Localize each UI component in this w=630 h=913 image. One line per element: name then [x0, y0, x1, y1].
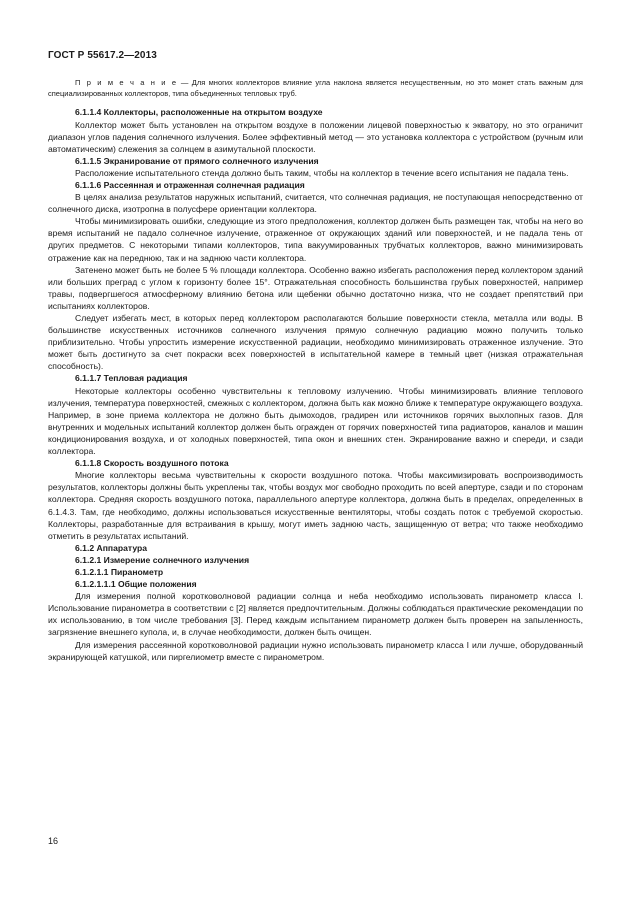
note-paragraph: [48, 77, 583, 99]
page-content: [48, 77, 583, 663]
section-heading-6-1-2-1-1-1: 6.1.2.1.1.1 Общие положения: [75, 579, 197, 590]
page-number: 16: [48, 836, 59, 846]
paragraph: Для измерения полной коротковолновой радиации солнца и неба необходимо использовать пиранометр класса I. Использование пиранометра в соответствии с [2] является предпочтительным. Должны соблюдаться практические рекомендации по их использованию, в том числе требования [3]. Перед каждым испытанием пиранометр должен быть проверен на запыленность, загрязнение внешнего купола, и, в случае необходимости, должен быть очищен.: [48, 591, 583, 638]
paragraph: Коллектор может быть установлен на открытом воздухе в положении лицевой поверхностью к экватору, но это ограничит диапазон углов падения солнечного излучения. Более эффективный метод — это установка коллектора с устройством (ручным или автоматическим) слежения за солнцем в азимутальной плоскости.: [48, 119, 583, 154]
section-heading-6-1-1-4: 6.1.1.4 Коллекторы, расположенные на открытом воздухе: [75, 107, 323, 118]
paragraph: Некоторые коллекторы особенно чувствительны к тепловому излучению. Чтобы минимизировать влияние теплового излучения, температура поверхностей, смежных с коллектором, должна быть как можно ближе к температуре окружающего воздуха. Например, в зоне приема коллектора не должно быть дымоходов, градирен или источников горячих выхлопных газов. Для внутренних и модельных испытаний коллектор должен быть огражден от горячих поверхностей типа радиаторов, каналов и машин кондиционирования воздуха, и от холодных поверхностей, типа окон и внешних стен. Экранирование важно и спереди, и сзади коллектора.: [48, 385, 583, 457]
section-heading-6-1-2-1: 6.1.2.1 Измерение солнечного излучения: [75, 554, 250, 565]
note-text: — Для многих коллекторов влияние угла наклона является несущественным, но это может стать важным для специализированных коллекторов, типа объединенных тепловых труб.: [48, 78, 583, 99]
paragraph: Многие коллекторы весьма чувствительны к скорости воздушного потока. Чтобы максимизировать воспроизводимость результатов, коллекторы должны быть укреплены так, чтобы воздух мог свободно проходить по всей апертуре, сзади и по сторонам коллектора. Средняя скорость воздушного потока, параллельного апертуре коллектора, должна быть в пределах, определенных в 6.1.4.3. Там, где необходимо, должны использоваться искусственные вентиляторы, чтобы создать поток с требуемой скоростью. Коллекторы, разработанные для встраивания в крышу, могут иметь заднюю часть, защищенную от ветра; что также необходимо отметить в результатах испытаний.: [48, 470, 583, 541]
note-label: П р и м е ч а н и е: [75, 78, 178, 87]
section-heading-6-1-1-5: 6.1.1.5 Экранирование от прямого солнечного излучения: [75, 155, 319, 166]
standard-header: ГОСТ Р 55617.2—2013: [48, 50, 157, 61]
section-heading-6-1-2-1-1: 6.1.2.1.1 Пиранометр: [75, 566, 164, 577]
section-heading-6-1-1-8: 6.1.1.8 Скорость воздушного потока: [75, 458, 229, 469]
paragraph: Чтобы минимизировать ошибки, следующие из этого предположения, коллектор должен быть размещен так, чтобы на него во время испытаний не падало солнечное излучение, отраженное от окружающих зданий или поверхностей, и не падала тень от других предметов. С некоторыми типами коллекторов, типа вакуумированных трубчатых коллекторов, важно минимизировать отражение как на переднюю, так и на заднюю части коллектора.: [48, 216, 583, 263]
paragraph: Затенено может быть не более 5 % площади коллектора. Особенно важно избегать расположения перед коллектором зданий или больших преград с углом к горизонту более 15°. Отражательная способность большинства грубых поверхностей, например травы, подвергшегося атмосферному влиянию бетона или щебенки обычно достаточно низка, что не создает препятствий при испытаниях коллекторов.: [48, 264, 583, 311]
section-heading-6-1-1-7: 6.1.1.7 Тепловая радиация: [75, 373, 188, 384]
paragraph: В целях анализа результатов наружных испытаний, считается, что солнечная радиация, не поступающая непосредственно от солнечного диска, изотропна в полусфере ориентации коллектора.: [48, 192, 583, 215]
paragraph: Следует избегать мест, в которых перед коллектором располагаются большие поверхности стекла, металла или воды. В большинстве искусственных источников солнечного излучения прямую солнечную радиацию можно получить только приблизительно. Чтобы упростить измерение искусственной радиации, необходимо минимизировать отраженное излучение. Это может быть достигнуто за счет покраски всех поверхностей в испытательной камере в темный цвет (низкая отражательная способность).: [48, 313, 583, 372]
section-heading-6-1-1-6: 6.1.1.6 Рассеянная и отраженная солнечная радиация: [75, 179, 305, 190]
paragraph: Для измерения рассеянной коротковолновой радиации нужно использовать пиранометр класса I или лучше, оборудованный экранирующей катушкой, или пиргелиометр вместе с пиранометром.: [48, 639, 583, 662]
paragraph: Расположение испытательного стенда должно быть таким, чтобы на коллектор в течение всего испытания не падала тень.: [75, 167, 569, 178]
section-heading-6-1-2: 6.1.2 Аппаратура: [75, 542, 148, 553]
